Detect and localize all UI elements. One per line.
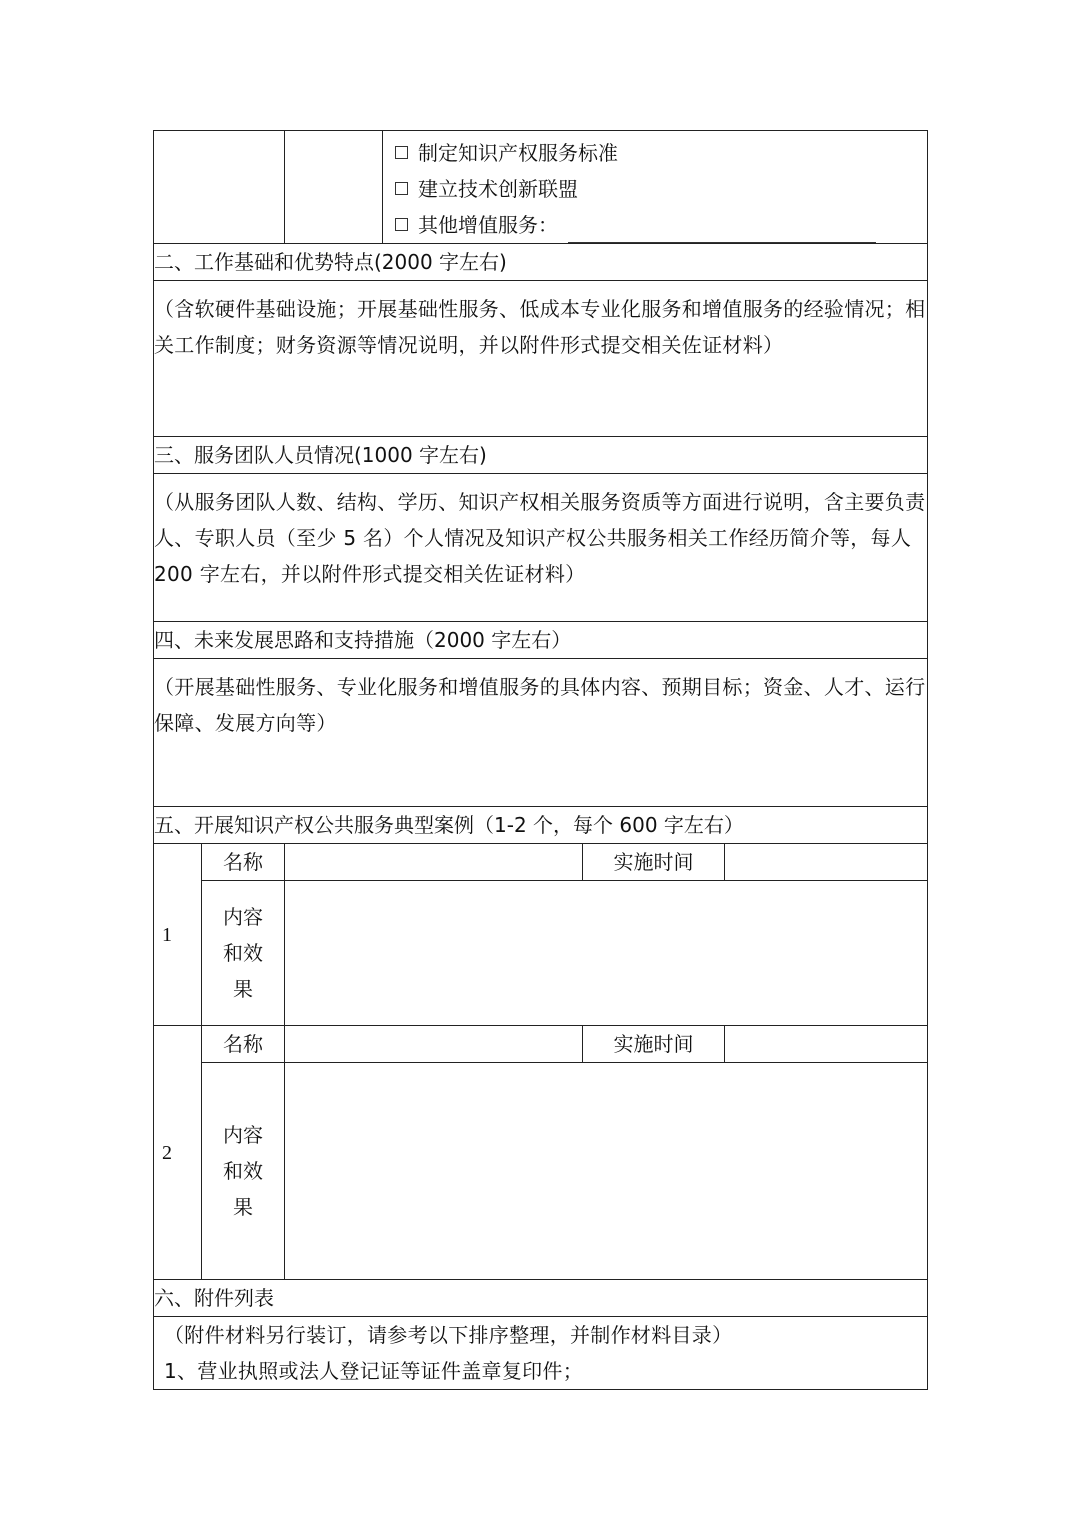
- section-6-body: [154, 1317, 928, 1390]
- empty-cell-b: [285, 131, 383, 244]
- checkbox-icon[interactable]: [395, 218, 408, 231]
- attachment-item-1: 1、营业执照或法人登记证等证件盖章复印件；: [164, 1359, 584, 1383]
- section-6-title: 六、附件列表: [154, 1280, 928, 1317]
- case-1-time-label: 实施时间: [583, 844, 725, 881]
- case-1-name-input[interactable]: [285, 844, 583, 881]
- case-1-time-input[interactable]: [725, 844, 928, 881]
- empty-cell-a: [154, 131, 285, 244]
- case-2-name-input[interactable]: [285, 1026, 583, 1063]
- option-tech-alliance[interactable]: [383, 171, 927, 207]
- case-2-time-input[interactable]: [725, 1026, 928, 1063]
- option-label: 建立技术创新联盟: [418, 177, 578, 201]
- checkbox-icon[interactable]: [395, 146, 408, 159]
- case-2-content-label: [202, 1063, 285, 1280]
- checkbox-icon[interactable]: [395, 182, 408, 195]
- option-label: 其他增值服务：: [418, 213, 558, 237]
- case-1-content-label: [202, 881, 285, 1026]
- case-1-name-row: [154, 844, 928, 881]
- case-2-content-row: [154, 1063, 928, 1280]
- case-1-content-row: [154, 881, 928, 1026]
- option-label: 制定知识产权服务标准: [418, 141, 618, 165]
- option-service-standard[interactable]: [383, 135, 927, 171]
- section-2-title: 二、工作基础和优势特点(2000 字左右): [154, 244, 928, 281]
- options-cell: [383, 131, 928, 244]
- case-2-number: 2: [154, 1026, 202, 1280]
- case-1-name-label: 名称: [202, 844, 285, 881]
- section-3-desc[interactable]: （从服务团队人数、结构、学历、知识产权相关服务资质等方面进行说明，含主要负责人、专职人员（至少 5 名）个人情况及知识产权公共服务相关工作经历简介等，每人 200 字左右，并以附件形式提交相关佐证材料）: [154, 474, 928, 622]
- case-2-name-label: 名称: [202, 1026, 285, 1063]
- application-form-table: [153, 130, 928, 1390]
- section-6-note: （附件材料另行装订，请参考以下排序整理，并制作材料目录）: [164, 1323, 733, 1347]
- case-2-content-input[interactable]: [285, 1063, 928, 1280]
- section-2-desc[interactable]: （含软硬件基础设施；开展基础性服务、低成本专业化服务和增值服务的经验情况；相关工作制度；财务资源等情况说明，并以附件形式提交相关佐证材料）: [154, 281, 928, 437]
- label-line: 果: [233, 977, 253, 1001]
- label-line: 果: [233, 1195, 253, 1219]
- case-2-time-label: 实施时间: [583, 1026, 725, 1063]
- case-1-content-input[interactable]: [285, 881, 928, 1026]
- section-4-title: 四、未来发展思路和支持措施（2000 字左右）: [154, 622, 928, 659]
- section-3-title: 三、服务团队人员情况(1000 字左右): [154, 437, 928, 474]
- label-line: 内容: [223, 1123, 263, 1147]
- label-line: 和效: [223, 941, 263, 965]
- label-line: 内容: [223, 905, 263, 929]
- label-line: 和效: [223, 1159, 263, 1183]
- case-2-name-row: [154, 1026, 928, 1063]
- section-5-title: 五、开展知识产权公共服务典型案例（1-2 个，每个 600 字左右）: [154, 807, 928, 844]
- section-4-desc[interactable]: （开展基础性服务、专业化服务和增值服务的具体内容、预期目标；资金、人才、运行保障、发展方向等）: [154, 659, 928, 807]
- case-1-number: 1: [154, 844, 202, 1026]
- other-service-blank[interactable]: [568, 220, 876, 243]
- options-row: [154, 131, 928, 244]
- option-other-service[interactable]: [383, 207, 927, 243]
